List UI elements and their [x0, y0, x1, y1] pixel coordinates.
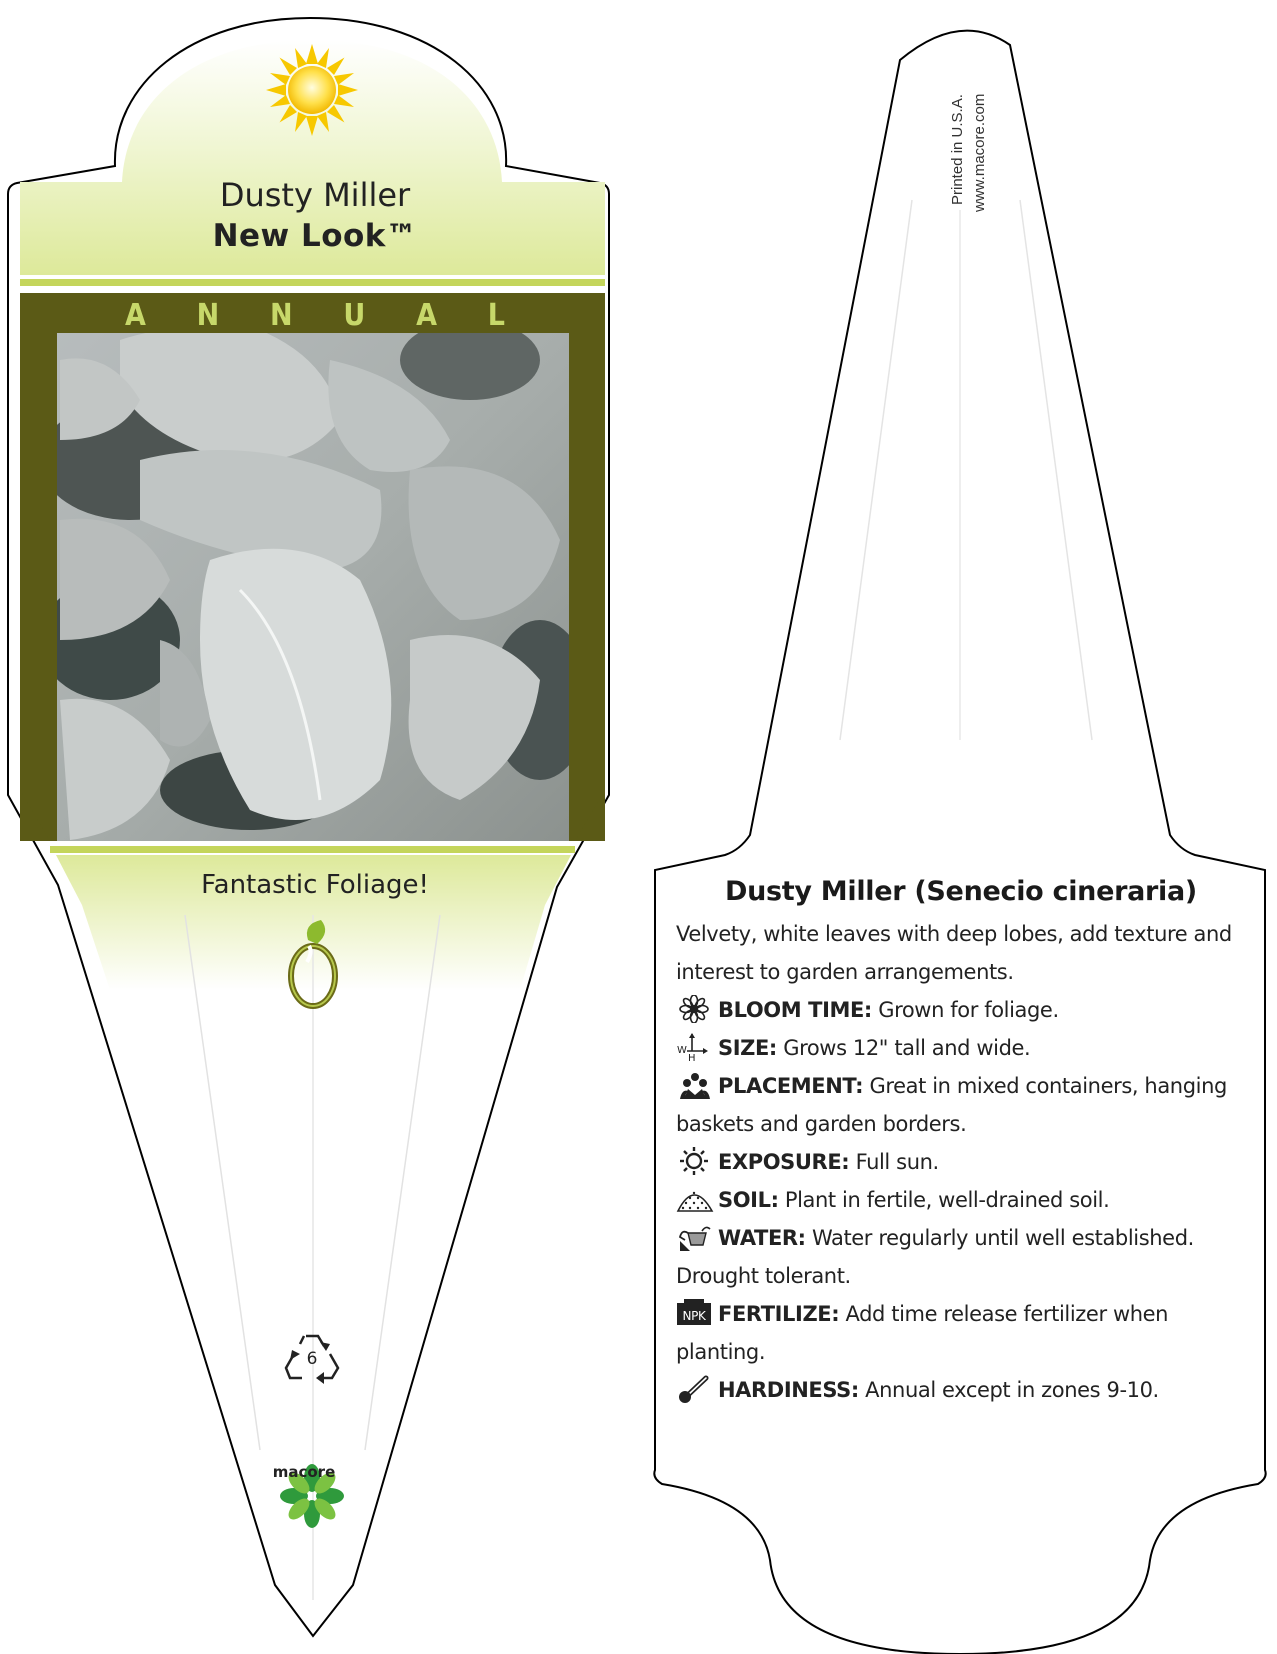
bloom-icon — [676, 995, 714, 1023]
dusty-miller-photo — [40, 320, 590, 841]
care-label: EXPOSURE: — [718, 1150, 850, 1174]
care-label: SOIL: — [718, 1188, 779, 1212]
size-icon — [676, 1033, 714, 1061]
care-row-soil — [676, 1181, 1246, 1219]
printed-in-label: Printed in U.S.A. — [949, 94, 966, 205]
npk-label: NPK — [682, 1309, 706, 1323]
variety-name: New Look™ — [212, 218, 418, 254]
size-icon-h: H — [688, 1053, 696, 1061]
category-letter: L — [487, 298, 505, 333]
care-label: PLACEMENT: — [718, 1074, 864, 1098]
exposure-icon — [676, 1147, 714, 1175]
care-label: FERTILIZE: — [718, 1302, 840, 1326]
care-label: SIZE: — [718, 1036, 777, 1060]
care-text: Full sun. — [855, 1150, 939, 1174]
care-row-hardiness — [676, 1371, 1246, 1409]
care-text: Great in mixed containers, hanging baskets and garden borders. — [676, 1074, 1227, 1136]
category-letter: A — [125, 298, 146, 333]
category-letter: U — [343, 298, 366, 333]
recycle-code: 6 — [306, 1349, 318, 1369]
category-letter: N — [270, 298, 293, 333]
footer-rule — [50, 846, 575, 853]
care-label: WATER: — [718, 1226, 806, 1250]
care-row-size — [676, 1029, 1246, 1067]
care-text: Water regularly until well established. Drought tolerant. — [676, 1226, 1194, 1288]
description: Velvety, white leaves with deep lobes, add texture and interest to garden arrangements. — [676, 922, 1232, 984]
website-label: www.macore.com — [971, 93, 988, 212]
care-label: BLOOM TIME: — [718, 998, 872, 1022]
care-label: HARDINESS: — [718, 1378, 859, 1402]
category-label — [125, 298, 505, 333]
care-info — [676, 876, 1246, 1409]
plant-name: Dusty Miller — [219, 176, 411, 214]
care-row-fertilize — [676, 1295, 1246, 1371]
care-text: Plant in fertile, well-drained soil. — [784, 1188, 1110, 1212]
brand-name: macore — [272, 1463, 336, 1481]
size-icon-w: W — [677, 1045, 687, 1056]
category-letter: N — [196, 298, 220, 333]
water-icon — [676, 1223, 714, 1251]
tagline: Fantastic Foliage! — [201, 870, 429, 900]
soil-icon — [676, 1185, 714, 1213]
placement-icon — [676, 1071, 714, 1099]
care-row-bloom — [676, 991, 1246, 1029]
care-text: Annual except in zones 9-10. — [865, 1378, 1159, 1402]
hardiness-icon — [676, 1375, 714, 1403]
sun-icon — [266, 44, 358, 136]
header-rule — [20, 279, 605, 286]
care-text: Add time release fertilizer when planting. — [676, 1302, 1169, 1364]
category-letter: A — [416, 298, 438, 333]
care-text: Grown for foliage. — [878, 998, 1059, 1022]
care-row-water — [676, 1219, 1246, 1295]
fertilize-icon — [676, 1299, 714, 1327]
info-title: Dusty Miller (Senecio cineraria) — [725, 876, 1197, 907]
care-row-placement — [676, 1067, 1246, 1143]
care-text: Grows 12" tall and wide. — [783, 1036, 1031, 1060]
care-row-exposure — [676, 1143, 1246, 1181]
